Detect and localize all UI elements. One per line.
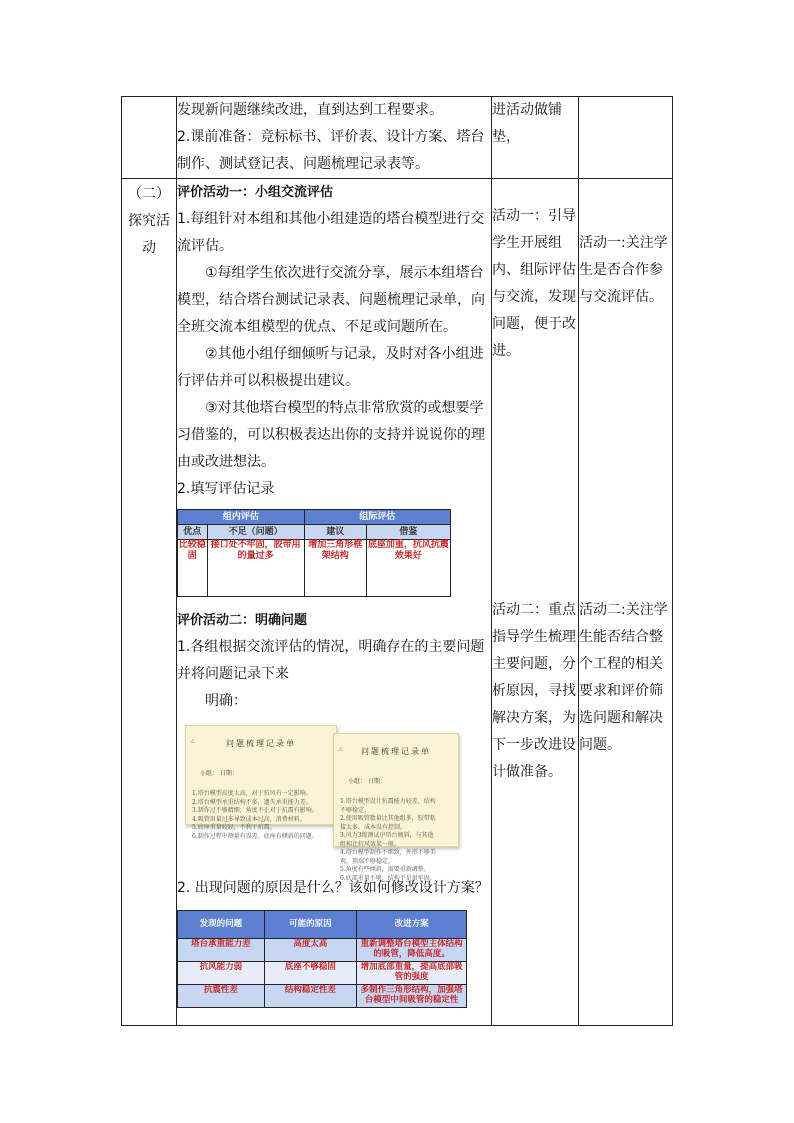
- record-card-line: 3.制作过不够精细，角度不正对于抗震有影响。: [192, 807, 318, 814]
- evaluation-record-table: [177, 509, 451, 597]
- record-card: [333, 733, 459, 882]
- table-row: [178, 525, 451, 540]
- group-between-header: 组际评估: [304, 510, 450, 525]
- activity1-paragraph: ①每组学生依次进行交流分享，展示本组塔台模型，结合塔台测试记录表、问题梳理记录单，向全班交流本组模型的优点、不足或问题所在。: [177, 265, 485, 335]
- record-card-line: 2.使用吸管数量比其他组多，胶带粘: [340, 815, 436, 822]
- activity1-paragraph: ②其他小组仔细倾听与记录，及时对各小组进行评估并可以积极提出建议。: [177, 346, 484, 389]
- table-cell: 多制作三角形结构，加强塔台模型中间吸管的稳定性: [357, 985, 467, 1008]
- record-card-line: 2.塔台模型承重结构不多，遗失承重能力差。: [192, 798, 312, 806]
- table-row: [178, 939, 467, 962]
- table-cell: 比较稳固: [178, 540, 208, 597]
- table-row: [122, 97, 673, 179]
- activity1-paragraph: 2.填写评估记录: [177, 481, 275, 497]
- record-card-line: 接太多，成本没有控制。: [340, 823, 407, 831]
- intent-cell: [579, 179, 673, 1026]
- record-card-line: 不够稳定。: [340, 806, 371, 814]
- table-header: 借鉴: [366, 525, 450, 540]
- lesson-plan-table: [121, 96, 673, 1026]
- record-card-line: 4.塔台模型制作不细致，外形不够美: [340, 849, 436, 856]
- teacher-cell: [492, 179, 579, 1026]
- content-line: 2.课前准备：竞标标书、评价表、设计方案、塔台制作、测试登记表、问题梳理记录表等。: [177, 129, 485, 172]
- intent-cell: [579, 97, 673, 179]
- intent-activity2: 活动二:关注学生能否结合整个工程的相关要求和评价筛选问题和解决问题。: [579, 602, 668, 753]
- activity2-paragraph: 1.各组根据交流评估的情况，明确存在的主要问题并将问题记录下来: [177, 639, 485, 682]
- intent-activity1: 活动一:关注学生是否合作参与交流评估。: [579, 235, 668, 305]
- table-cell: 底座加重，抗风抗震效果好: [366, 540, 450, 597]
- record-card-line: 6.底部重量不够，结构不是很牢固。: [340, 874, 436, 882]
- stage-label: （二）探究活动: [128, 186, 170, 256]
- pin-icon: ⚠: [338, 746, 344, 753]
- record-card-line: 4.吸管用量过多导致成本过高，浪费材料。: [192, 815, 306, 823]
- table-header: 优点: [178, 525, 208, 540]
- table-row: [178, 962, 467, 985]
- teacher-activity1: 活动一：引导学生开展组内、组际评估与交流，发现问题，便于改进。: [492, 208, 576, 359]
- group-in-header: 组内评估: [178, 510, 305, 525]
- activity2-title: 评价活动二：明确问题: [177, 613, 308, 628]
- record-card-line: 1.塔台模型设计抗震能力较差，结构: [340, 798, 436, 805]
- table-header: 建议: [304, 525, 366, 540]
- activity1-title: 评价活动一：小组交流评估: [177, 185, 334, 200]
- problem-record-images: [177, 725, 491, 882]
- record-card-title: 问题梳理记录单: [226, 739, 296, 748]
- activity2-paragraph: 2. 出现问题的原因是什么？该如何修改设计方案？: [177, 880, 489, 896]
- record-card-line: 组相比抗风效果一般。: [340, 840, 401, 848]
- stage-cell: [122, 97, 177, 179]
- table-header: 不足（问题）: [207, 525, 304, 540]
- table-row: [178, 510, 451, 525]
- stage-cell: [122, 179, 177, 1026]
- table-row: [178, 985, 467, 1008]
- record-card-sub: 小组： 日期：: [200, 770, 238, 777]
- activity1-paragraph: ③对其他塔台模型的特点非常欣赏的或想要学习借鉴的，可以积极表达出你的支持并说说你的理由或改进想法。: [177, 400, 485, 470]
- table-cell: 高度太高: [264, 939, 356, 962]
- record-card: [185, 725, 337, 840]
- activity1-paragraph: 1.每组针对本组和其他小组建造的塔台模型进行交流评估。: [177, 211, 485, 254]
- record-card-line: 3.风力3级测试中塔台倾斜，与其他: [340, 832, 434, 839]
- teacher-cell: [492, 97, 579, 179]
- teacher-text: 进活动做铺垫，: [492, 102, 562, 145]
- record-card-line: 1.塔台模型高度太高，对于抗风有一定影响。: [192, 790, 312, 797]
- content-cell: [177, 97, 492, 179]
- table-header: 发现的问题: [178, 911, 265, 939]
- table-cell: 抗震性差: [178, 985, 265, 1008]
- table-cell: 底座不够稳固: [264, 962, 356, 985]
- table-cell: 塔台承重能力差: [178, 939, 265, 962]
- table-row: [178, 911, 467, 939]
- teacher-activity2: 活动二：重点指导学生梳理主要问题，分析原因，寻找解决方案，为下一步改进设计做准备。: [492, 602, 576, 780]
- record-card-line: 5.底座重量较轻，不利于抗震。: [192, 824, 276, 831]
- table-cell: 接口处不牢固，胶带用的量过多: [207, 540, 304, 597]
- table-cell: 增加三角形框架结构: [304, 540, 366, 597]
- table-cell: 重新调整塔台模型主体结构的吸管，降低高度。: [357, 939, 467, 962]
- pin-icon: ⚠: [190, 738, 196, 745]
- record-card-sub: 小组： 日期：: [348, 778, 386, 785]
- record-card-line: 5.角度有些倾斜，需要重新调整。: [340, 866, 430, 873]
- content-line: 发现新问题继续改进，直到达到工程要求。: [177, 102, 443, 118]
- table-header: 改进方案: [357, 911, 467, 939]
- table-cell: 结构稳定性差: [264, 985, 356, 1008]
- cause-table: [177, 910, 467, 1008]
- table-cell: 抗风能力弱: [178, 962, 265, 985]
- table-row: [122, 179, 673, 1026]
- record-card-line: 观，顶端不够稳定。: [340, 857, 395, 865]
- record-card-title: 问题梳理记录单: [361, 747, 431, 756]
- record-card-line: 6.制作过程中测量有误差，底座有倾斜的问题。: [192, 832, 318, 840]
- table-header: 可能的原因: [264, 911, 356, 939]
- activity2-paragraph: 明确：: [205, 693, 247, 709]
- table-cell: 增加底部重量，提高底部吸管的强度: [357, 962, 467, 985]
- table-row: [178, 540, 451, 597]
- content-cell: [177, 179, 492, 1026]
